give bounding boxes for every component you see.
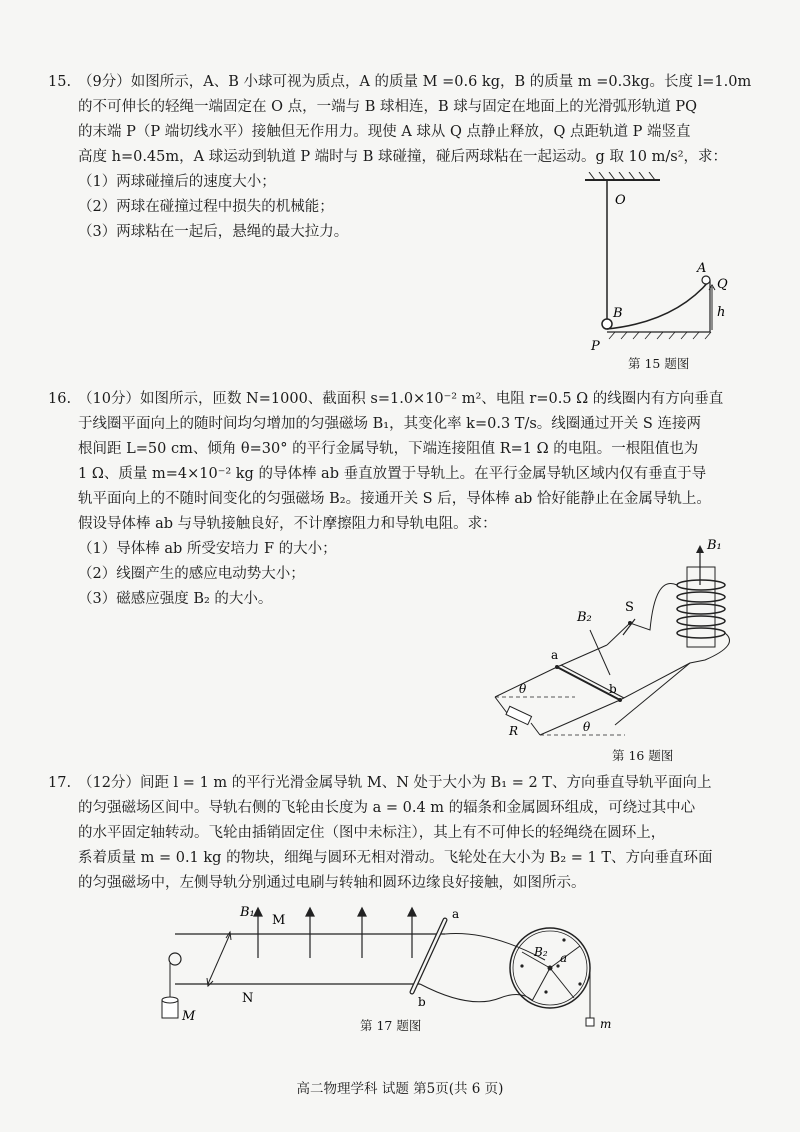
q16-number: 16. [48, 391, 72, 407]
q15-line-3: 的末端 P（P 端切线水平）接触但无作用力。现使 A 球从 Q 点静止释放，Q 点距轨道 P 端竖直 [78, 124, 691, 140]
q15-item-1: （1）两球碰撞后的速度大小； [78, 174, 276, 190]
q16-coil [677, 567, 725, 647]
q17-block-m [586, 1018, 594, 1026]
q16-label-theta2: θ [583, 720, 591, 734]
q16-line-1: （10分）如图所示，匝数 N=1000、截面积 s=1.0×10⁻² m²、电阻 r=0.5 Ω 的线圈内有方向垂直 [78, 391, 724, 407]
q17-label-B1: B₁ [240, 905, 255, 920]
q17-line-5: 的匀强磁场中，左侧导轨分别通过电刷与转轴和圆环边缘良好接触，如图所示。 [78, 875, 586, 891]
q15-figure [585, 172, 765, 352]
q16-figure [485, 535, 775, 745]
q15-item-2: （2）两球在碰撞过程中损失的机械能； [78, 199, 334, 215]
page-footer: 高二物理学科 试题 第5页(共 6 页) [296, 1081, 504, 1097]
q15-label-P: P [591, 339, 600, 352]
q15-track [607, 280, 710, 329]
q16-line-6: 假设导体棒 ab 与导轨接触良好，不计摩擦阻力和导轨电阻。求： [78, 516, 497, 532]
q17-label-a: a [452, 907, 460, 921]
q15-ball-A [702, 276, 710, 284]
q15-line-1: （9分）如图所示，A、B 小球可视为质点，A 的质量 M =0.6 kg，B 的质量 m =0.3kg。长度 l=1.0m [78, 74, 752, 90]
q16-caption: 第 16 题图 [612, 748, 674, 763]
q16-label-R: R [509, 724, 519, 738]
q15-caption: 第 15 题图 [628, 356, 690, 371]
q16-line-3: 根间距 L=50 cm、倾角 θ=30° 的平行金属导轨，下端连接阻值 R=1 Ω 的电阻。一根阻值也为 [78, 441, 699, 457]
q17-label-B2: B₂ [534, 945, 548, 959]
q16-label-B1: B₁ [707, 538, 722, 553]
q17-label-b: b [418, 995, 426, 1009]
q15-label-O: O [615, 193, 626, 208]
q17-pulley [169, 953, 181, 965]
q16-line-2: 于线圈平面向上的随时间均匀增加的匀强磁场 B₁，其变化率 k=0.3 T/s。线圈通过开关 S 连接两 [78, 416, 701, 432]
q15-ball-B [602, 319, 612, 329]
q16-label-a: a [551, 648, 559, 662]
q16-resistor [506, 706, 532, 724]
q16-line-5: 轨平面向上的不随时间变化的匀强磁场 B₂。接通开关 S 后，导体棒 ab 恰好能静止在金属导轨上。 [78, 491, 711, 507]
q15-label-B: B [613, 306, 623, 321]
q17-label-Mblock: M [182, 1009, 196, 1024]
q17-label-aspoke: a [560, 951, 568, 965]
q16-label-b: b [609, 682, 617, 696]
q15-label-A: A [697, 261, 707, 276]
q17-line-4: 系着质量 m = 0.1 kg 的物块，细绳与圆环无相对滑动。飞轮处在大小为 B₂ = 1 T、方向垂直环面 [78, 850, 713, 866]
q16-item-2: （2）线圈产生的感应电动势大小； [78, 566, 305, 582]
q15-number: 15. [48, 74, 72, 90]
q17-label-N: N [242, 991, 254, 1006]
q17-line-2: 的匀强磁场区间中。导轨右侧的飞轮由长度为 a = 0.4 m 的辐条和金属圆环组成，可绕过其中心 [78, 800, 696, 816]
q16-item-1: （1）导体棒 ab 所受安培力 F 的大小； [78, 541, 337, 557]
q16-item-3: （3）磁感应强度 B₂ 的大小。 [78, 591, 273, 607]
q15-line-2: 的不可伸长的轻绳一端固定在 O 点，一端与 B 球相连，B 球与固定在地面上的光滑弧形轨道 PQ [78, 99, 697, 115]
q16-label-B2: B₂ [577, 610, 592, 625]
question-17 [48, 771, 764, 896]
q16-line-4: 1 Ω、质量 m=4×10⁻² kg 的导体棒 ab 垂直放置于导轨上。在平行金属导轨区域内仅有垂直于导 [78, 466, 707, 482]
q15-item-3: （3）两球粘在一起后，悬绳的最大拉力。 [78, 224, 349, 240]
q17-line-3: 的水平固定轴转动。飞轮由插销固定住（图中未标注），其上有不可伸长的轻绳绕在圆环上， [78, 825, 666, 841]
q15-label-h: h [717, 305, 726, 320]
q17-caption: 第 17 题图 [360, 1018, 422, 1033]
q17-line-1: （12分）间距 l = 1 m 的平行光滑金属导轨 M、N 处于大小为 B₁ = 2 T、方向垂直导轨平面向上 [78, 775, 712, 791]
q17-label-m: m [600, 1017, 612, 1031]
q17-number: 17. [48, 775, 72, 791]
q16-rail-lower [540, 700, 620, 735]
q16-label-theta1: θ [519, 682, 527, 696]
q17-label-M: M [272, 913, 286, 928]
q15-line-4: 高度 h=0.45m，A 球运动到轨道 P 端时与 B 球碰撞，碰后两球粘在一起运动。g 取 10 m/s²，求： [78, 149, 728, 165]
q16-label-S: S [625, 600, 634, 615]
q15-label-Q: Q [717, 277, 728, 292]
